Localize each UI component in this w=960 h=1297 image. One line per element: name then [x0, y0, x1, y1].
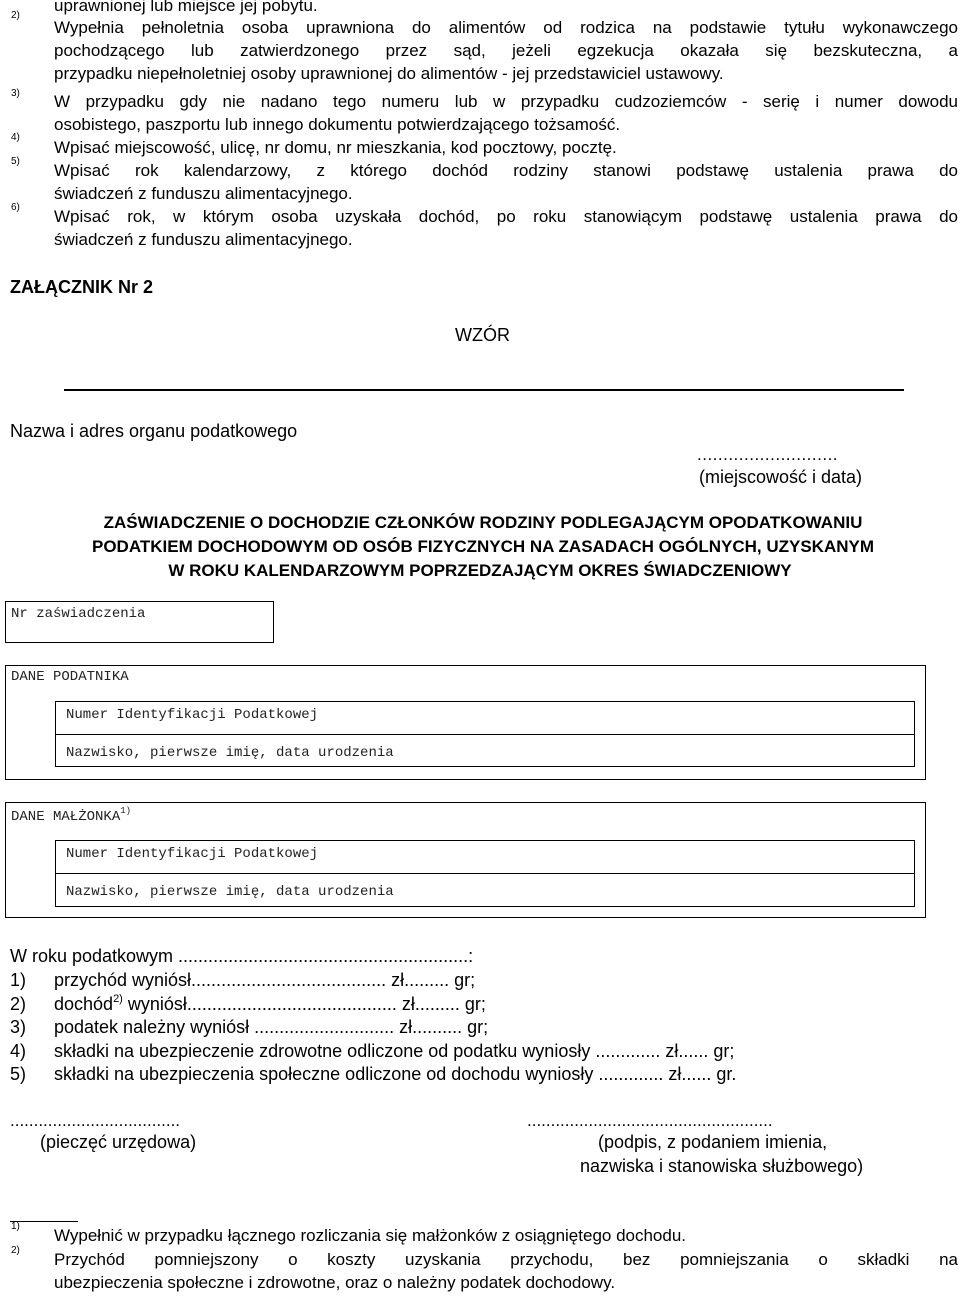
date-label: (miejscowość i data)	[699, 467, 863, 487]
signature-label: (podpis, z podaniem imienia,	[598, 1132, 828, 1152]
note-5	[54, 159, 958, 205]
note-4-mark: 4)	[11, 132, 20, 143]
note-6	[54, 205, 958, 251]
annex-title: ZAŁĄCZNIK Nr 2	[10, 277, 153, 297]
signature-dots: ....................................................	[527, 1111, 773, 1130]
spouse-header-text: DANE MAŁŻONKA	[11, 809, 121, 825]
note-6-mark: 6)	[11, 202, 20, 213]
spouse-name-field[interactable]: Nazwisko, pierwsze imię, data urodzenia	[66, 884, 394, 900]
note-2-line: przypadku niepełnoletniej osoby uprawnionej do alimentów - jej przedstawiciel ustawowy.	[54, 64, 724, 83]
signature-label: nazwiska i stanowiska służbowego)	[580, 1156, 864, 1176]
note-continuation: uprawnionej lub miejsce jej pobytu.	[54, 0, 318, 15]
footnote-separator	[10, 1221, 78, 1222]
note-2	[54, 16, 958, 85]
note-3-line: W przypadku gdy nie nadano tego numeru lub w przypadku cudzoziemców - serię i numer dowodu	[54, 92, 958, 111]
item-4-text: składki na ubezpieczenie zdrowotne odliczone od podatku wyniosły ............. zł...... gr;	[54, 1041, 735, 1061]
footnote-1-line: Wypełnić w przypadku łącznego rozliczania się małżonków z osiągniętego dochodu.	[54, 1226, 687, 1245]
main-title-line: ZAŚWIADCZENIE O DOCHODZIE CZŁONKÓW RODZINY PODLEGAJĄCYM OPODATKOWANIU	[103, 513, 863, 532]
spouse-divider	[56, 873, 914, 874]
footnote-2-mark: 2)	[11, 1245, 20, 1256]
footnote-2-line: ubezpieczenia społeczne i zdrowotne, oraz o należny podatek dochodowy.	[54, 1273, 616, 1292]
note-3	[54, 90, 958, 136]
item-1-num: 1)	[10, 970, 27, 990]
note-2-mark: 2)	[11, 10, 20, 21]
note-2-line: pochodzącego lub zatwierdzonego przez sąd, jeżeli egzekucja okazała się bezskuteczna, a	[54, 41, 958, 60]
main-title-line: PODATKIEM DOCHODOWYM OD OSÓB FIZYCZNYCH NA ZASADACH OGÓLNYCH, UZYSKANYM	[92, 537, 874, 556]
item-3-text: podatek należny wyniósł ............................ zł.......... gr;	[54, 1017, 489, 1037]
note-5-line: Wpisać rok kalendarzowy, z którego dochód rodziny stanowi podstawę ustalenia prawa do	[54, 161, 958, 180]
taxpayer-nip-field[interactable]: Numer Identyfikacji Podatkowej	[66, 707, 319, 723]
item-2-sup: 2)	[113, 993, 123, 1005]
organ-underline	[64, 389, 904, 391]
footnote-1	[54, 1224, 958, 1247]
taxpayer-name-field[interactable]: Nazwisko, pierwsze imię, data urodzenia	[66, 745, 394, 761]
certificate-number-field[interactable]	[5, 601, 274, 643]
note-3-line: osobistego, paszportu lub innego dokumentu potwierdzającego tożsamość.	[54, 115, 621, 134]
item-2-text: wyniósł.......................................... zł......... gr;	[122, 994, 486, 1014]
footnote-1-mark: 1)	[11, 1221, 20, 1232]
stamp-label: (pieczęć urzędowa)	[40, 1132, 197, 1152]
item-5-num: 5)	[10, 1064, 27, 1084]
note-2-line: Wypełnia pełnoletnia osoba uprawniona do alimentów od rodzica na podstawie tytułu wykonawczego	[54, 18, 958, 37]
taxpayer-section	[5, 665, 926, 780]
stamp-dots: ....................................	[10, 1111, 181, 1130]
item-2-num: 2)	[10, 994, 27, 1014]
spouse-header	[11, 806, 132, 825]
spouse-nip-field[interactable]: Numer Identyfikacji Podatkowej	[66, 846, 319, 862]
item-2-pre: dochód	[54, 994, 114, 1014]
note-4-line: Wpisać miejscowość, ulicę, nr domu, nr mieszkania, kod pocztowy, pocztę.	[54, 138, 617, 157]
main-title-line: W ROKU KALENDARZOWYM POPRZEDZAJĄCYM OKRES ŚWIADCZENIOWY	[168, 561, 792, 580]
date-dots: ...........................	[697, 445, 839, 464]
footnote-2-line: Przychód pomniejszony o koszty uzyskania przychodu, bez pomniejszania o składki na	[54, 1250, 958, 1269]
taxpayer-fields	[55, 701, 915, 767]
footnote-2	[54, 1248, 958, 1294]
tax-year-line: W roku podatkowym ..........................................................:	[10, 946, 474, 966]
note-6-line: świadczeń z funduszu alimentacyjnego.	[54, 230, 353, 249]
organ-label: Nazwa i adres organu podatkowego	[10, 421, 298, 441]
spouse-fields	[55, 840, 915, 907]
note-5-line: świadczeń z funduszu alimentacyjnego.	[54, 184, 353, 203]
wzor-label: WZÓR	[455, 325, 510, 345]
certificate-number-label: Nr zaświadczenia	[11, 606, 146, 622]
spouse-header-sup: 1)	[120, 806, 132, 816]
item-4-num: 4)	[10, 1041, 27, 1061]
item-3-num: 3)	[10, 1017, 27, 1037]
note-4	[54, 136, 958, 159]
spouse-section	[5, 802, 926, 918]
note-5-mark: 5)	[11, 156, 20, 167]
note-6-line: Wpisać rok, w którym osoba uzyskała dochód, po roku stanowiącym podstawę ustalenia prawa do	[54, 207, 958, 226]
note-3-mark: 3)	[11, 88, 20, 99]
taxpayer-header: DANE PODATNIKA	[11, 669, 129, 685]
item-5-text: składki na ubezpieczenia społeczne odliczone od dochodu wyniosły ............. zł...... gr.	[54, 1064, 737, 1084]
taxpayer-divider	[56, 734, 914, 735]
item-1-text: przychód wyniósł....................................... zł......... gr;	[54, 970, 476, 990]
